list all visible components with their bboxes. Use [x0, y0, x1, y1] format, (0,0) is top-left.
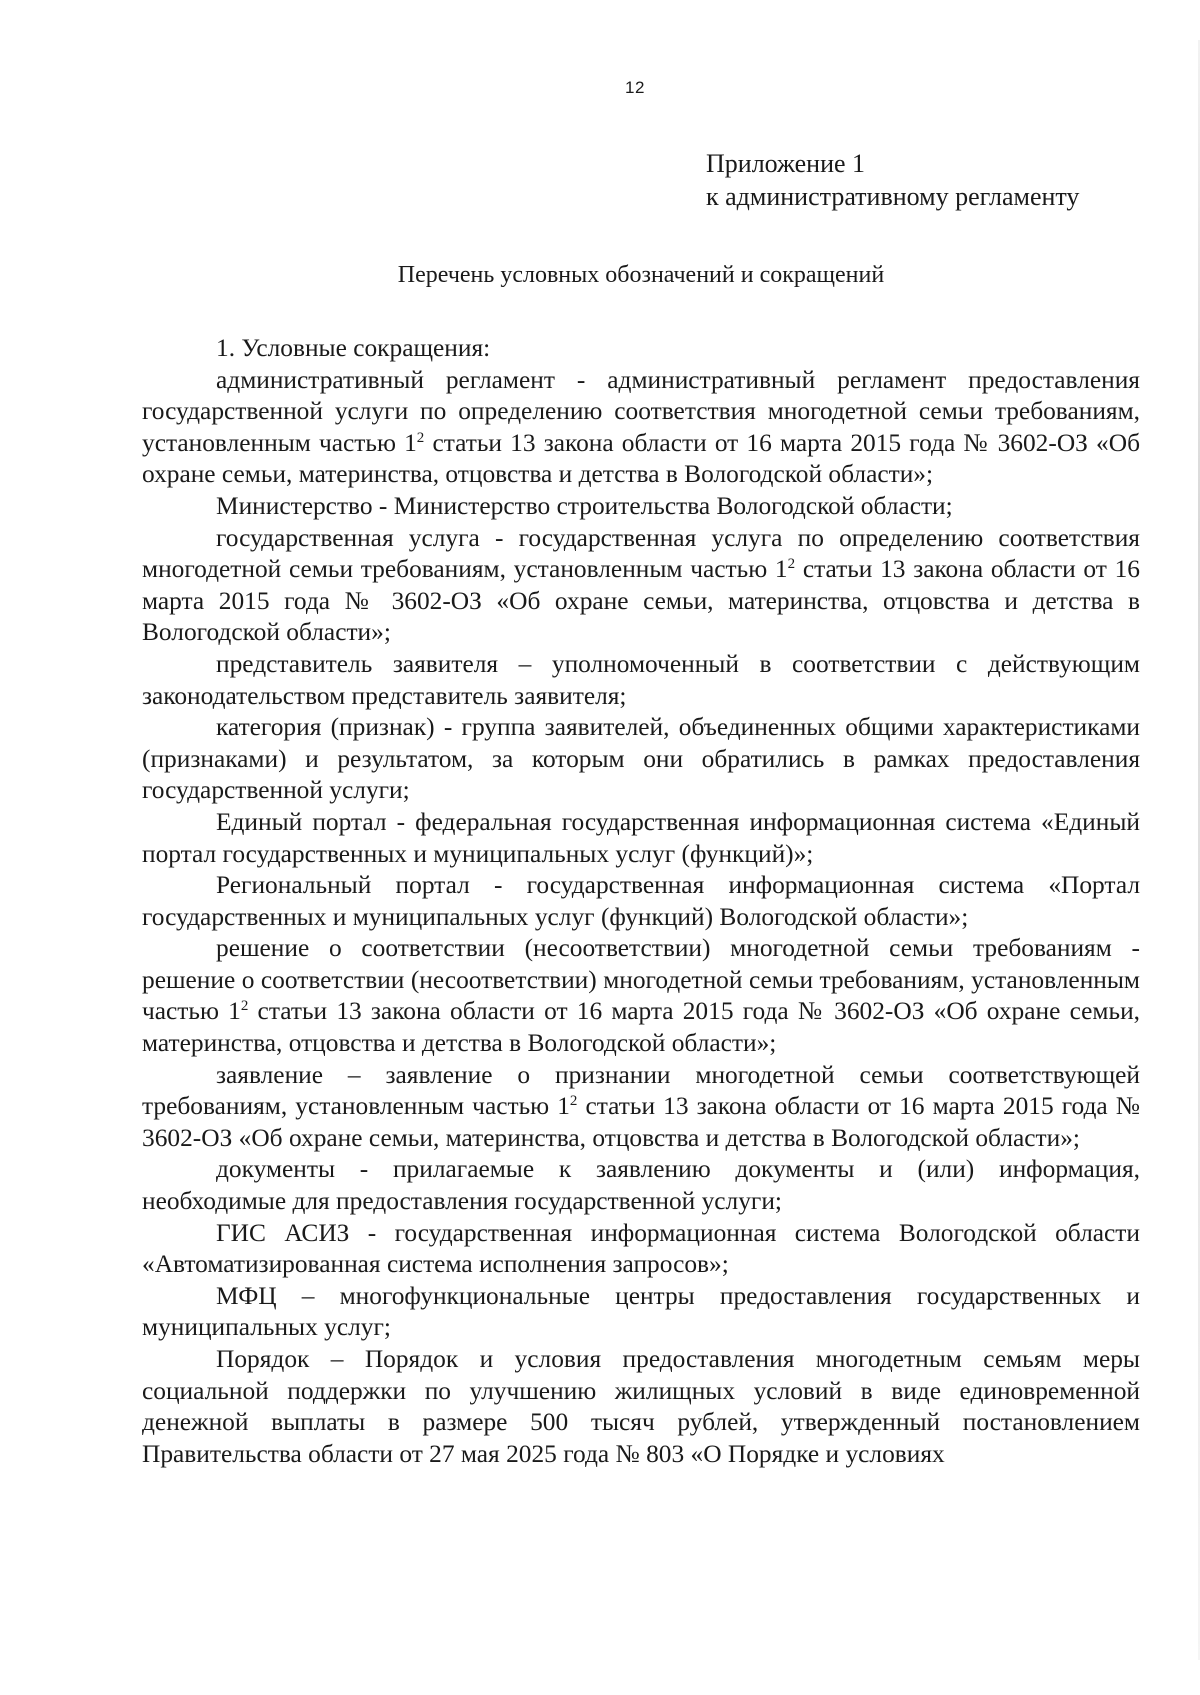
- definition-text: ГИС АСИЗ - государственная информационная система Вологодской области «Автоматизированная система исполнения запросов»;: [142, 1218, 1140, 1279]
- superscript: 2: [240, 998, 249, 1015]
- definition-paragraph: [142, 365, 1140, 491]
- definition-text: административный регламент - административный регламент предоставления государственной услуги по определению соответствия многодетной семьи требованиям, установленным частью 1: [142, 365, 1140, 457]
- appendix-line-1: Приложение 1: [706, 149, 866, 178]
- definition-text: статьи 13 закона области от 16 марта 2015 года № 3602-ОЗ «Об охране семьи, материнства, отцовства и детства в Вологодской области»;: [142, 997, 1141, 1058]
- document-body: [142, 333, 1140, 1470]
- definition-text: статьи 13 закона области от 16 марта 2015 года № 3602-ОЗ «Об охране семьи, материнства, отцовства и детства в Вологодской области»;: [142, 428, 1140, 489]
- definition-text: статьи 13 закона области от 16 марта 2015 года № 3602-ОЗ «Об охране семьи, материнства, отцовства и детства в Вологодской области»;: [142, 555, 1140, 647]
- definition-text: МФЦ – многофункциональные центры предоставления государственных и муниципальных услуг;: [142, 1281, 1140, 1342]
- definition-paragraph: [142, 933, 1140, 1059]
- definition-paragraph: [142, 1281, 1140, 1344]
- definition-text: Региональный портал - государственная информационная система «Портал государственных и муниципальных услуг (функций) Вологодской области»;: [142, 871, 1140, 931]
- definition-paragraph: [142, 1344, 1140, 1470]
- definition-paragraph: [142, 1154, 1140, 1217]
- definition-text: категория (признак) - группа заявителей, объединенных общими характеристиками (признаками) и результатом, за которым они обратились в рамках предоставления государственной услуги;: [142, 713, 1140, 805]
- definition-paragraph: [142, 1218, 1140, 1281]
- definition-paragraph: [142, 649, 1140, 712]
- definition-text: решение о соответствии (несоответствии) многодетной семьи требованиям - решение о соответствии (несоответствии) многодетной семьи требованиям, установленным частью 1: [142, 934, 1140, 1026]
- definition-text: заявление – заявление о признании многодетной семьи соответствующей требованиям, установленным частью 1: [142, 1060, 1140, 1121]
- superscript: 2: [416, 429, 425, 446]
- appendix-reference: [706, 147, 1079, 213]
- definition-paragraph: [142, 807, 1140, 870]
- definition-text: государственная услуга - государственная услуга по определению соответствия многодетной семьи требованиям, установленным частью 1: [142, 523, 1140, 584]
- appendix-line-2: к административному регламенту: [706, 182, 1080, 211]
- definition-text: Порядок – Порядок и условия предоставления многодетным семьям меры социальной поддержки по улучшению жилищных условий в виде единовременной денежной выплаты в размере 500 тысяч рублей, утвержденный постановлением Правительства области от 27 мая 2025 года № 803 «О Порядке и условиях: [142, 1345, 1140, 1468]
- definition-paragraph: [142, 1060, 1140, 1155]
- superscript: 2: [569, 1093, 578, 1110]
- definition-text: документы - прилагаемые к заявлению документы и (или) информация, необходимые для предоставления государственной услуги;: [142, 1155, 1140, 1216]
- document-title: Перечень условных обозначений и сокращений: [397, 262, 885, 288]
- definition-text: представитель заявителя – уполномоченный в соответствии с действующим законодательством представитель заявителя;: [142, 649, 1140, 710]
- definition-text: Министерство - Министерство строительства Вологодской области;: [216, 491, 953, 520]
- definition-paragraph: [142, 870, 1140, 933]
- section-heading: 1. Условные сокращения:: [216, 334, 491, 362]
- page-number: 12: [625, 78, 645, 97]
- definition-paragraph: [142, 491, 1140, 523]
- definition-paragraph: [142, 523, 1140, 649]
- definition-text: Единый портал - федеральная государственная информационная система «Единый портал государственных и муниципальных услуг (функций)»;: [142, 807, 1140, 868]
- definition-paragraph: [142, 712, 1140, 807]
- superscript: 2: [787, 556, 796, 573]
- definition-text: статьи 13 закона области от 16 марта 2015 года № 3602-ОЗ «Об охране семьи, материнства, отцовства и детства в Вологодской области»;: [142, 1092, 1140, 1152]
